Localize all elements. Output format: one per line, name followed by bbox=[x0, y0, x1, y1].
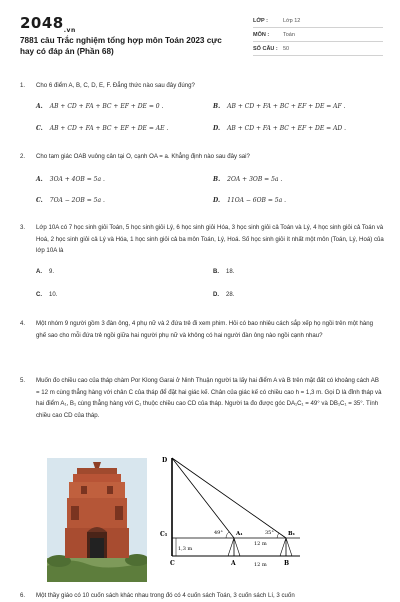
question-text: Muốn đo chiều cao của tháp chàm Por Klong Garai ở Ninh Thuận người ta lấy hai điểm A và B trên mặt đất có khoảng cách AB = 12 m cùng thẳng hàng với chân C của tháp để đặt hai giác kế. Chân của giác kế có chiều cao h = 1,3 m. Gọi D là đỉnh tháp và hai điểm A₁, B₁ cùng thẳng hàng với C₁ thuộc chiều cao CD của tháp. Người ta đo được góc DA₁C₁ = 49° và DB₁C₁ = 35°. Tính chiều cao CD của tháp. bbox=[36, 377, 382, 419]
label-distance-bottom: 12 m bbox=[254, 562, 267, 568]
question-text: Một nhóm 9 người gồm 3 đàn ông, 4 phụ nữ và 2 đứa trẻ đi xem phim. Hỏi có bao nhiêu cách sắp xếp họ ngồi trên một hàng ghế sao cho mỗi đứa trẻ ngồi giữa hai người phụ nữ và không có hai người đàn ông nào ngồi cạnh nhau? bbox=[36, 320, 374, 339]
option-b[interactable]: B. AB + CD + FA + BC + EF + DE = AF . bbox=[213, 103, 346, 110]
label-height: 1,3 m bbox=[178, 546, 193, 552]
tower-photo bbox=[47, 458, 147, 582]
label-c1: C₁ bbox=[160, 531, 168, 538]
label-d: D bbox=[162, 457, 168, 464]
option-d[interactable]: D. 28. bbox=[213, 292, 235, 298]
question-text: Cho tam giác OAB vuông cân tại O, cạnh OA = a. Khẳng định nào sau đây sai? bbox=[36, 153, 250, 160]
question-number: 2. bbox=[20, 153, 26, 160]
document-header: $2048_{.vn}$ 7881 câu Trắc nghiệm tổng hợp môn Toán 2023 cực hay có đáp án (Phần 68) LỚP : Lớp 12 MÔN : Toán SỐ CÂU : 50 bbox=[0, 0, 400, 68]
question-text: Lớp 10A có 7 học sinh giỏi Toán, 5 học sinh giỏi Lý, 6 học sinh giỏi Hóa, 3 học sinh giỏi cả Toán và Lý, 4 học sinh giỏi cả Toán và Hoá, 2 học sinh giỏi cả Lý và Hóa, 1 học sinh giỏi cả ba môn Toán, Lý, Hoá. Số học sinh giỏi ít nhất một môn (Toán, Lý, Hoá) của lớp 10A là bbox=[36, 224, 384, 255]
question-number: 4. bbox=[20, 320, 26, 327]
label-b: B bbox=[284, 560, 290, 567]
site-logo[interactable]: $2048_{.vn}$ bbox=[20, 14, 76, 34]
option-d[interactable]: D. 11OA − 6OB = 5a . bbox=[213, 197, 287, 204]
option-c[interactable]: C. 10. bbox=[36, 292, 58, 298]
option-d[interactable]: D. AB + CD + FA + BC + EF + DE = AD . bbox=[213, 125, 347, 132]
tower-height-diagram bbox=[150, 452, 310, 574]
question-number: 3. bbox=[20, 224, 26, 231]
question-text: Cho 6 điểm A, B, C, D, E, F. Đẳng thức nào sau đây đúng? bbox=[36, 82, 195, 89]
option-a[interactable]: A. AB + CD + FA + BC + EF + DE = 0 . bbox=[36, 103, 164, 110]
question-number: 6. bbox=[20, 592, 26, 599]
option-b[interactable]: B. 2OA + 3OB = 5a . bbox=[213, 176, 283, 183]
option-a[interactable]: A. 3OA + 4OB = 5a . bbox=[36, 176, 105, 183]
option-c[interactable]: C. AB + CD + FA + BC + EF + DE = AE . bbox=[36, 125, 169, 132]
label-a1: A₁ bbox=[236, 531, 243, 537]
question-number: 1. bbox=[20, 82, 26, 89]
option-c[interactable]: C. 7OA − 2OB = 5a . bbox=[36, 197, 105, 204]
option-a[interactable]: A. 9. bbox=[36, 269, 55, 275]
option-b[interactable]: B. 18. bbox=[213, 269, 235, 275]
label-c: C bbox=[170, 560, 175, 567]
question-number: 5. bbox=[20, 377, 26, 384]
question-text: Một thầy giáo có 10 cuốn sách khác nhau trong đó có 4 cuốn sách Toán, 3 cuốn sách Lí, 3 cuốn bbox=[36, 592, 295, 599]
label-b1: B₁ bbox=[288, 531, 296, 537]
label-angle-b: 35° bbox=[265, 530, 274, 536]
label-angle-a: 49° bbox=[214, 530, 223, 536]
label-a: A bbox=[231, 560, 236, 567]
document-title: 7881 câu Trắc nghiệm tổng hợp môn Toán 2023 cực hay có đáp án (Phần 68) bbox=[20, 36, 222, 56]
label-distance-top: 12 m bbox=[254, 541, 267, 547]
